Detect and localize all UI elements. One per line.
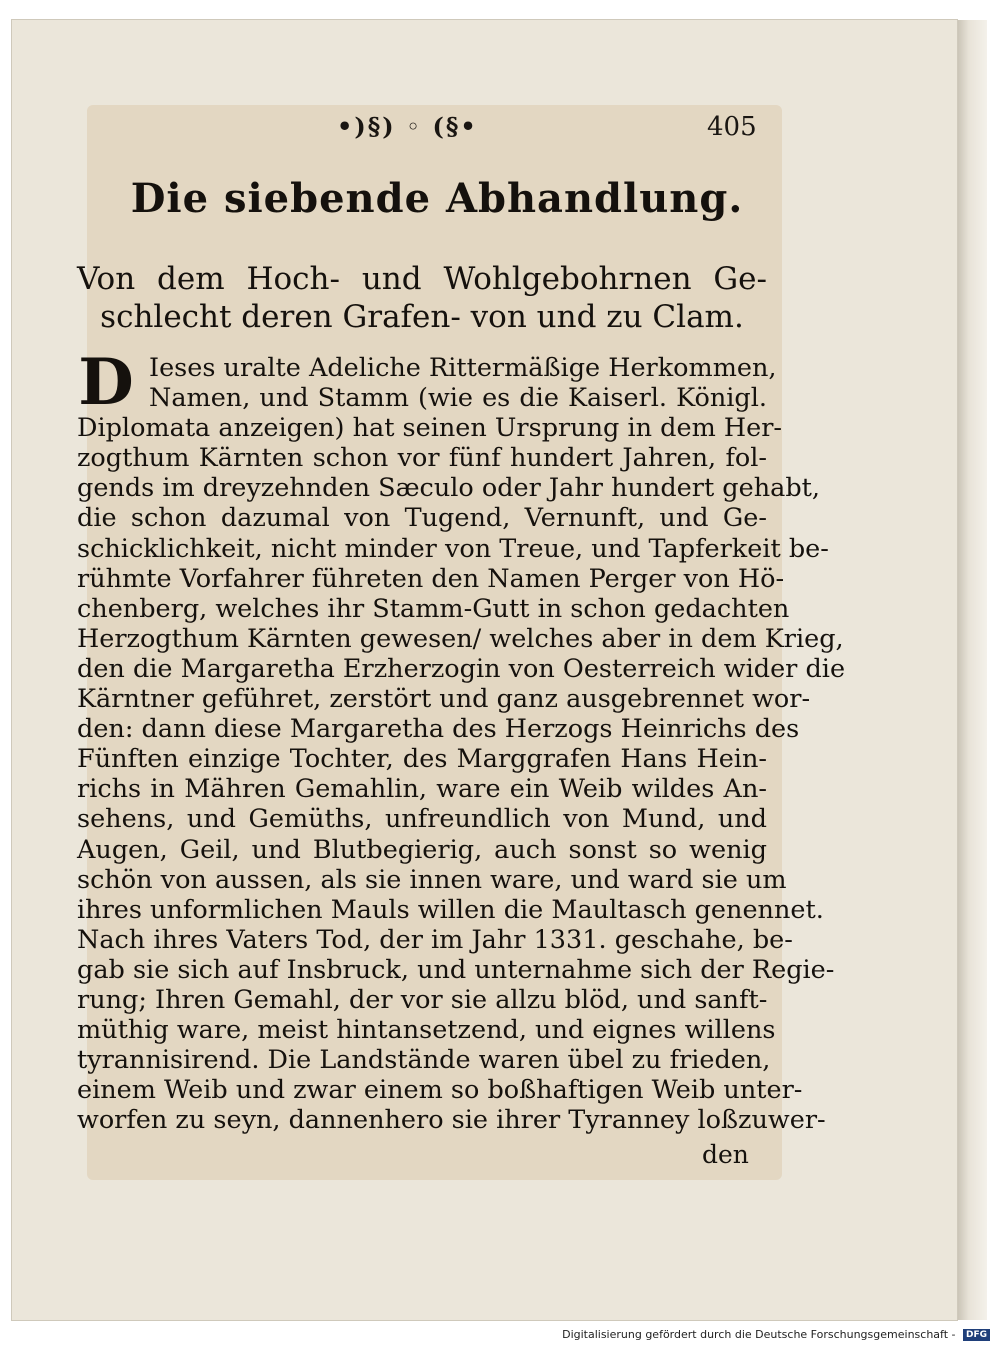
subtitle-line-1: Von dem Hoch- und Wohlgebohrnen Ge- xyxy=(77,261,767,297)
header-ornament: •)§) ◦ (§• xyxy=(337,112,478,141)
body-line: den die Margaretha Erzherzogin von Oesterreich wider die xyxy=(77,653,846,684)
body-line: gab sie sich auf Insbruck, und unternahme sich der Regie- xyxy=(77,954,835,985)
body-line: schön von aussen, als sie innen ware, und ward sie um xyxy=(77,864,787,895)
body-line: Herzogthum Kärnten gewesen/ welches aber in dem Krieg, xyxy=(77,623,844,654)
body-line: worfen zu seyn, dannenhero sie ihrer Tyranney loßzuwer- xyxy=(77,1105,826,1136)
body-line: Kärntner geführet, zerstört und ganz ausgebrennet wor- xyxy=(77,684,811,715)
body-line: einem Weib und zwar einem so boßhaftigen Weib unter- xyxy=(77,1075,803,1106)
body-line: zogthum Kärnten schon vor fünf hundert Jahren, fol- xyxy=(77,443,767,474)
body-line: Namen, und Stamm (wie es die Kaiserl. Königl. xyxy=(149,383,767,414)
body-line: Ieses uralte Adeliche Rittermäßige Herkommen, xyxy=(149,353,777,383)
page-number: 405 xyxy=(707,112,757,142)
chapter-title: Die siebende Abhandlung. xyxy=(130,175,744,222)
body-line: rung; Ihren Gemahl, der vor sie allzu blöd, und sanft- xyxy=(77,984,768,1015)
catchword: den xyxy=(702,1140,749,1169)
body-line: chenberg, welches ihr Stamm-Gutt in schon gedachten xyxy=(77,593,790,624)
body-line: tyrannisirend. Die Landstände waren übel zu frieden, xyxy=(77,1045,771,1076)
page-edge xyxy=(957,20,987,1320)
body-line: Diplomata anzeigen) hat seinen Ursprung in dem Her- xyxy=(77,413,782,444)
body-line: gends im dreyzehnden Sæculo oder Jahr hundert gehabt, xyxy=(77,473,821,504)
body-line: rühmte Vorfahrer führeten den Namen Perger von Hö- xyxy=(77,563,785,594)
page-header xyxy=(12,112,957,152)
body-line: schicklichkeit, nicht minder von Treue, und Tapferkeit be- xyxy=(77,533,829,564)
body-line: den: dann diese Margaretha des Herzogs Heinrichs des xyxy=(77,714,800,745)
drop-cap: D xyxy=(78,345,134,420)
body-line: Augen, Geil, und Blutbegierig, auch sonst so wenig xyxy=(77,834,767,865)
body-text xyxy=(77,345,846,1136)
body-line: Nach ihres Vaters Tod, der im Jahr 1331. geschahe, be- xyxy=(77,924,793,955)
body-line: ihres unformlichen Mauls willen die Maultasch genennet. xyxy=(77,894,824,925)
body-line: Fünften einzige Tochter, des Marggrafen Hans Hein- xyxy=(77,744,767,775)
body-line: sehens, und Gemüths, unfreundlich von Mund, und xyxy=(77,804,767,835)
book-page xyxy=(12,20,957,1320)
body-line: müthig ware, meist hintansetzend, und eignes willens xyxy=(77,1015,776,1046)
credit-text: Digitalisierung gefördert durch die Deutsche Forschungsgemeinschaft - xyxy=(562,1328,956,1341)
body-line: die schon dazumal von Tugend, Vernunft, und Ge- xyxy=(77,503,767,534)
digitization-credit xyxy=(562,1328,990,1341)
dfg-logo: DFG xyxy=(963,1329,990,1341)
chapter-subtitle xyxy=(77,260,767,336)
body-line: richs in Mähren Gemahlin, ware ein Weib wildes An- xyxy=(77,774,767,805)
subtitle-line-2: schlecht deren Grafen- von und zu Clam. xyxy=(100,299,744,335)
